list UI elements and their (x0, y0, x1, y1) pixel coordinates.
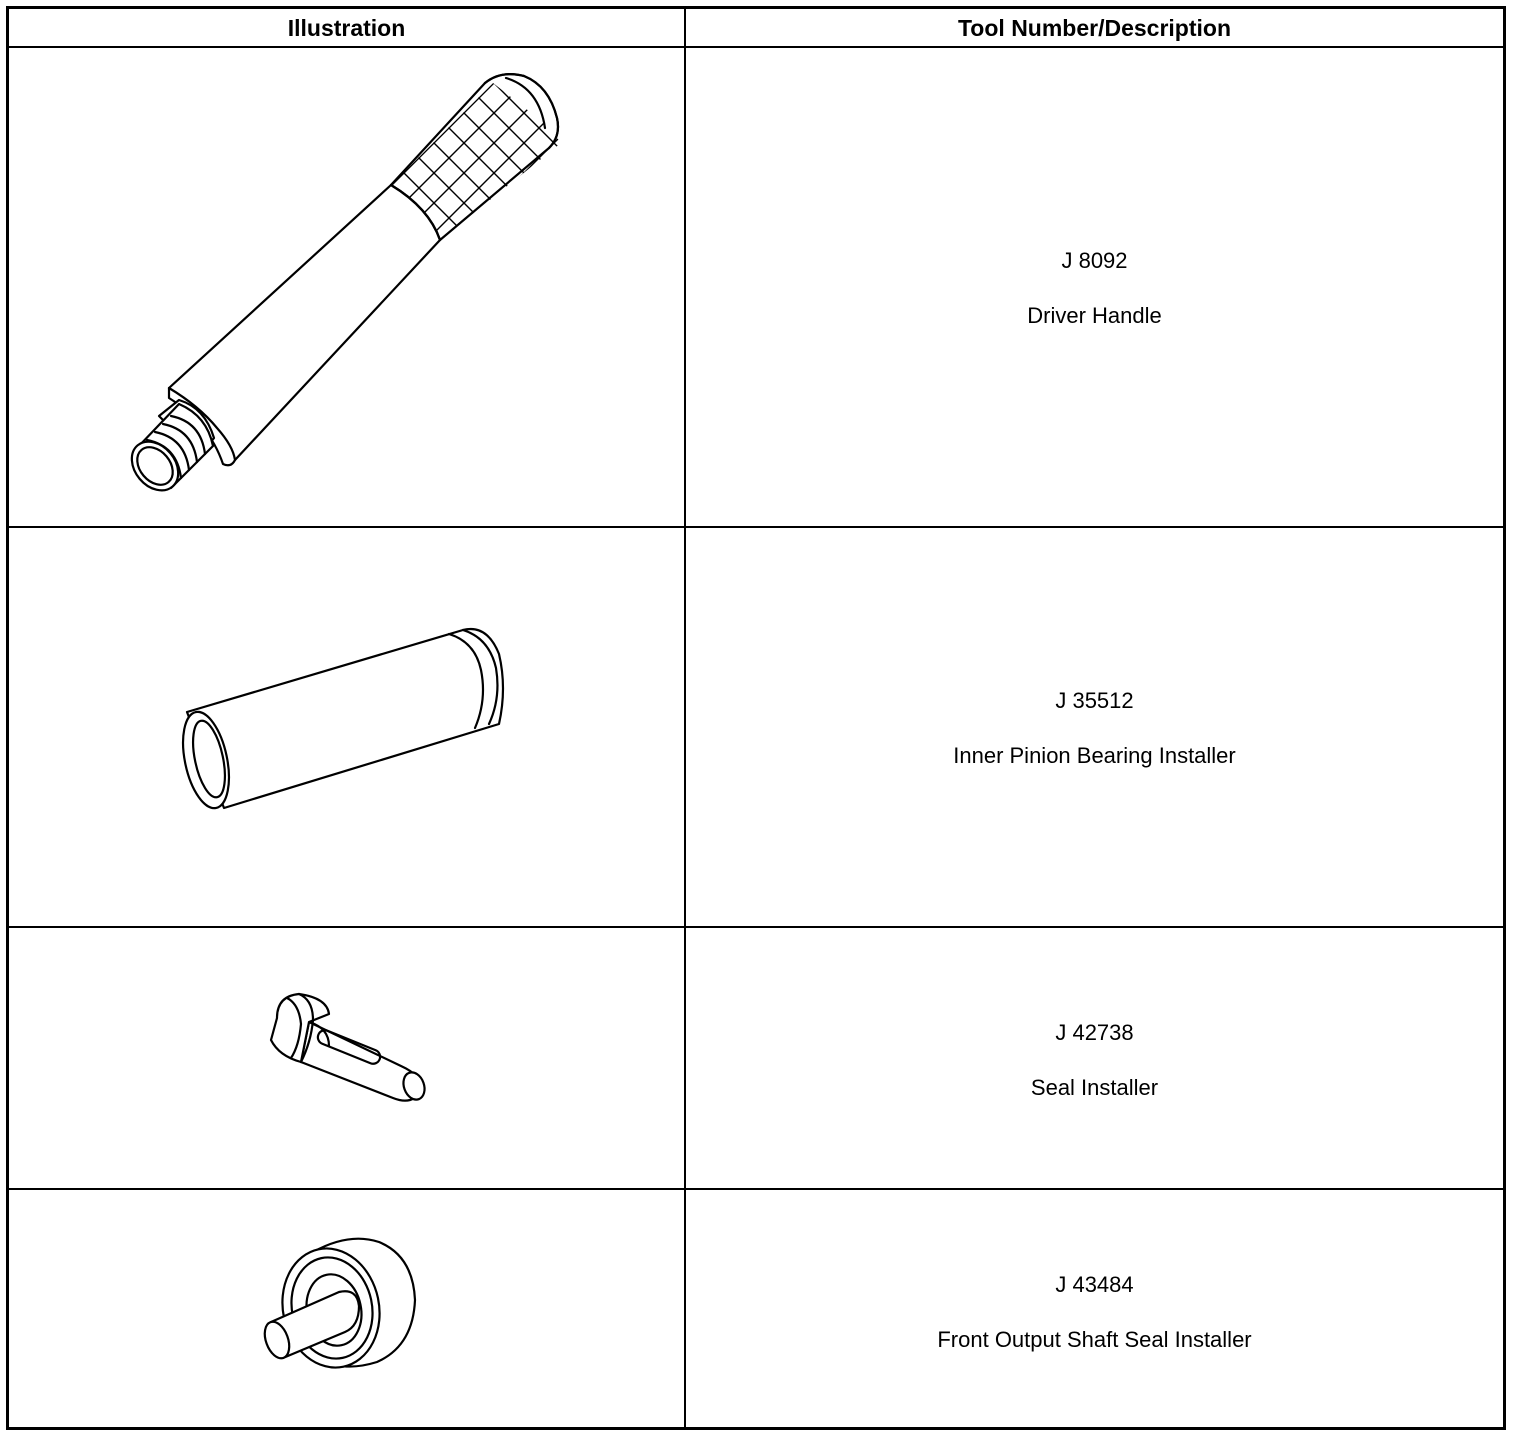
table-row-illustration (9, 48, 684, 526)
tool-description: Seal Installer (1030, 1075, 1159, 1100)
tool-number: J 8092 (1061, 248, 1128, 273)
table-row-illustration (9, 1190, 684, 1430)
tool-description: Driver Handle (1027, 303, 1162, 328)
table-row-illustration (9, 528, 684, 926)
table-row-description (686, 48, 1503, 526)
tool-description: Front Output Shaft Seal Installer (937, 1327, 1252, 1352)
shaft-seal-installer-icon (9, 1190, 684, 1430)
seal-installer-icon (9, 928, 684, 1188)
table-row-illustration (9, 928, 684, 1188)
table-row-description (686, 528, 1503, 926)
driver-handle-icon (9, 48, 684, 526)
table-row-description (686, 1190, 1503, 1430)
tool-number: J 35512 (1055, 688, 1134, 713)
tool-number: J 42738 (1055, 1020, 1134, 1045)
table-row-description (686, 928, 1503, 1188)
tool-number: J 43484 (1055, 1272, 1134, 1297)
bearing-installer-icon (9, 528, 684, 926)
tool-description: Inner Pinion Bearing Installer (953, 743, 1236, 768)
header-tool-number: Tool Number/Description (957, 15, 1232, 41)
header-illustration: Illustration (287, 15, 406, 41)
